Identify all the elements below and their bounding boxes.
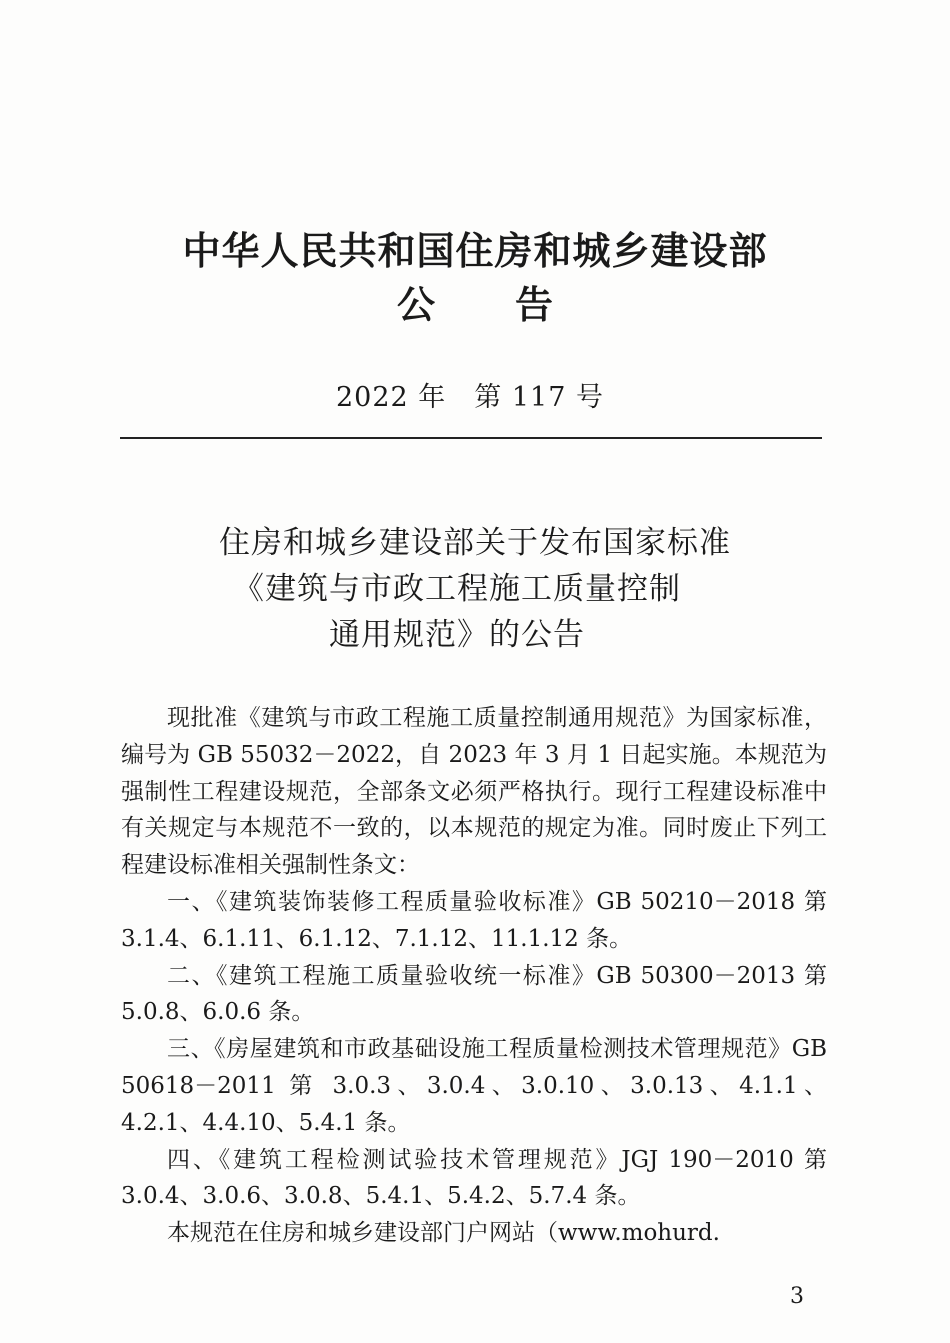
title-line-1: 住房和城乡建设部关于发布国家标准 [219, 525, 731, 561]
ministry-name: 中华人民共和国住房和城乡建设部 [182, 229, 768, 273]
notice-char-1: 公 [396, 283, 435, 327]
repealed-item-4: 四、《建筑工程检测试验技术管理规范》JGJ 190－2010 第 3.0.4、3.0.6、3.0.8、5.4.1、5.4.2、5.7.4 条。 [121, 1146, 827, 1210]
issue-year: 2022 年 [336, 382, 447, 413]
title-line-3: 通用规范》的公告 [329, 617, 585, 653]
repealed-item-2: 二、《建筑工程施工质量验收统一标准》GB 50300－2013 第 5.0.8、6.0.6 条。 [121, 962, 827, 1026]
repealed-item-3: 三、《房屋建筑和市政基础设施工程质量检测技术管理规范》GB 50618－2011 第 3.0.3、3.0.4、3.0.10、3.0.13、4.1.1、4.2.1、4.4.10、5.4.1 条。 [121, 1036, 827, 1136]
page-number: 3 [790, 1284, 804, 1309]
document-title [0, 520, 950, 658]
issue-number: 第 117 号 [474, 382, 604, 413]
issue-number-line [0, 380, 940, 416]
body-text [121, 700, 827, 1252]
repealed-item-1: 一、《建筑装饰装修工程质量验收标准》GB 50210－2018 第 3.1.4、6.1.11、6.1.12、7.1.12、11.1.12 条。 [121, 888, 827, 952]
notice-heading [0, 280, 950, 330]
title-line-2: 《建筑与市政工程施工质量控制 [233, 571, 681, 607]
intro-paragraph: 现批准《建筑与市政工程施工质量控制通用规范》为国家标准，编号为 GB 55032－2022，自 2023 年 3 月 1 日起实施。本规范为强制性工程建设规范，全部条文必须严格执行。现行工程建设标准中有关规定与本规范不一致的，以本规范的规定为准。同时废止下列工程建设标准相关强制性条文： [121, 705, 827, 879]
notice-char-2: 告 [515, 283, 554, 327]
closing-paragraph: 本规范在住房和城乡建设部门户网站（www.mohurd. [167, 1220, 720, 1247]
header-divider [120, 437, 822, 439]
